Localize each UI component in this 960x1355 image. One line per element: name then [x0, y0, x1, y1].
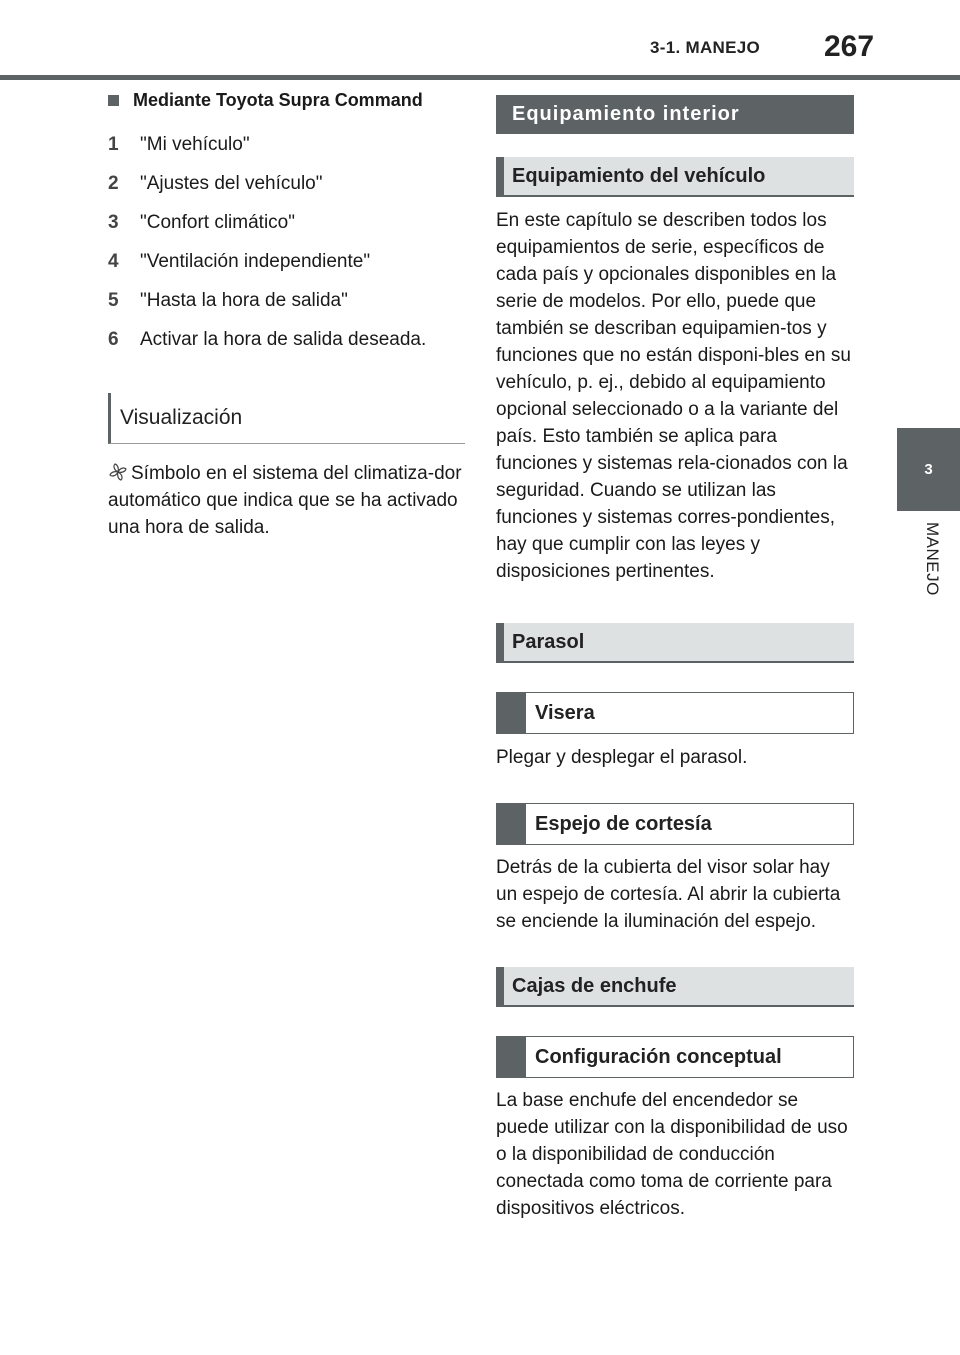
- paragraph-espejo: Detrás de la cubierta del visor solar hay un espejo de cortesía. Al abrir la cubierta se enciende la iluminación del espejo.: [496, 857, 841, 932]
- step-number: 1: [108, 133, 119, 155]
- step-item: [108, 281, 465, 320]
- right-column: [496, 95, 854, 1222]
- heading-configuracion: [496, 1036, 854, 1078]
- heading-equipamiento-vehiculo: Equipamiento del vehículo: [496, 157, 854, 197]
- heading-espejo-text: Espejo de cortesía: [535, 812, 712, 835]
- heading-marker: [497, 1037, 526, 1077]
- step-item: [108, 203, 465, 242]
- subheading: [108, 90, 465, 111]
- subheading-text: Mediante Toyota Supra Command: [133, 90, 423, 110]
- symbol-note: [108, 460, 465, 541]
- header-section-title: 3-1. MANEJO: [650, 38, 761, 57]
- step-item: [108, 242, 465, 281]
- heading-visera-text: Visera: [535, 701, 595, 724]
- paragraph-configuracion: La base enchufe del encendedor se puede utilizar con la disponibilidad de uso o la disponibilidad de conducción conectada como toma de corriente para dispositivos eléctricos.: [496, 1090, 848, 1219]
- section-title-visualizacion: Visualización: [108, 393, 465, 444]
- step-item: [108, 164, 465, 203]
- page-number: 267: [824, 30, 875, 63]
- chapter-number: 3: [924, 461, 933, 478]
- fan-symbol-icon: [108, 462, 128, 482]
- step-number: 5: [108, 289, 119, 311]
- step-number: 3: [108, 211, 119, 233]
- step-text: "Mi vehículo": [140, 133, 250, 155]
- heading-visera: [496, 692, 854, 734]
- step-list: [108, 125, 465, 359]
- heading-parasol: Parasol: [496, 623, 854, 663]
- chapter-tab: [897, 428, 960, 511]
- step-item: [108, 125, 465, 164]
- heading-marker: [497, 804, 526, 844]
- left-column: [108, 90, 465, 541]
- square-bullet-icon: [108, 95, 119, 106]
- symbol-note-text: Símbolo en el sistema del climatiza-dor automático que indica que se ha activado una hora de salida.: [108, 463, 462, 538]
- chapter-label: MANEJO: [923, 522, 942, 596]
- step-text: "Ajustes del vehículo": [140, 172, 323, 194]
- paragraph-equipamiento: En este capítulo se describen todos los equipamientos de serie, específicos de cada país y opcionales disponibles en la serie de modelos. Por ello, puede que también se describan equipamien-tos y funciones que no están disponi-bles en su vehículo, p. ej., debido al equipamiento opcional seleccionado o a la variante del país. Esto también se aplica para funciones y sistemas rela-cionados con la seguridad. Cuando se utilizan las funciones y sistemas corres-pondientes, hay que cumplir con las leyes y disposiciones pertinentes.: [496, 210, 851, 582]
- step-number: 6: [108, 328, 119, 350]
- heading-equipamiento-interior: Equipamiento interior: [496, 95, 854, 134]
- step-item: [108, 320, 465, 359]
- step-text: "Confort climático": [140, 211, 295, 233]
- paragraph-visera: Plegar y desplegar el parasol.: [496, 747, 748, 768]
- heading-cajas-enchufe: Cajas de enchufe: [496, 967, 854, 1007]
- heading-configuracion-text: Configuración conceptual: [535, 1045, 782, 1068]
- step-text: "Hasta la hora de salida": [140, 289, 348, 311]
- step-text: Activar la hora de salida deseada.: [140, 328, 427, 350]
- step-text: "Ventilación independiente": [140, 250, 371, 272]
- heading-espejo: [496, 803, 854, 845]
- step-number: 4: [108, 250, 119, 272]
- step-number: 2: [108, 172, 119, 194]
- heading-marker: [497, 693, 526, 733]
- header-rule: [0, 75, 960, 80]
